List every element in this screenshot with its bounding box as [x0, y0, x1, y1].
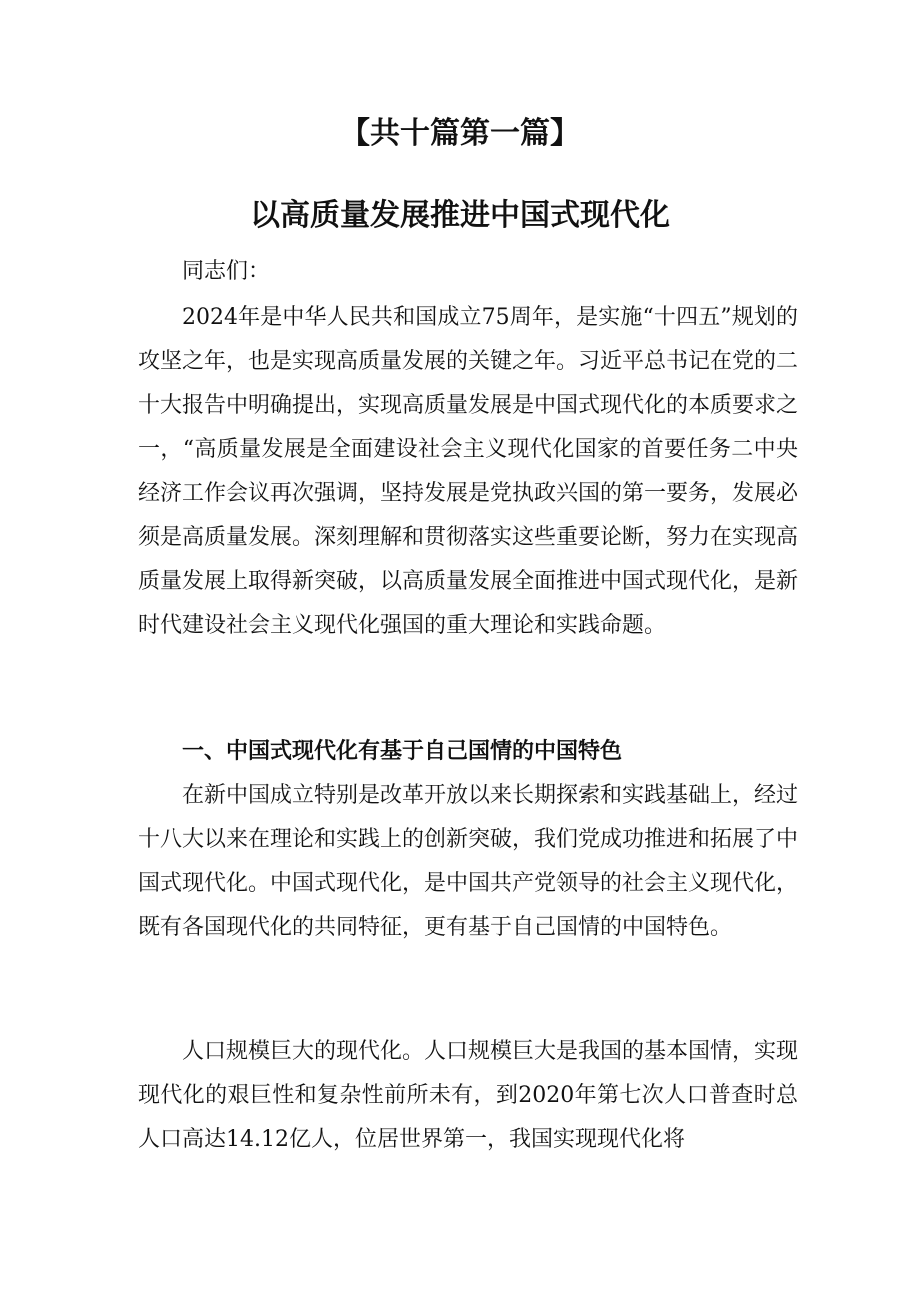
paragraph-population: 人口规模巨大的现代化。人口规模巨大是我国的基本国情，实现现代化的艰巨性和复杂性前所未有，到2020年第七次人口普查时总人口高达14.12亿人，位居世界第一，我国实现现代化将 — [138, 1039, 799, 1152]
greeting: 同志们： — [182, 259, 271, 284]
section-heading-1: 一、中国式现代化有基于自己国情的中国特色 — [182, 739, 623, 764]
paragraph-section-1: 在新中国成立特别是改革开放以来长期探索和实践基础上，经过十八大以来在理论和实践上的创新突破，我们党成功推进和拓展了中国式现代化。中国式现代化，是中国共产党领导的社会主义现代化，既有各国现代化的共同特征，更有基于自己国情的中国特色。 — [138, 783, 799, 940]
document-title: 以高质量发展推进中国式现代化 — [250, 198, 670, 233]
series-heading: 【共十篇第一篇】 — [340, 116, 580, 151]
paragraph-intro: 2024年是中华人民共和国成立75周年，是实施“十四五”规划的攻坚之年，也是实现高质量发展的关键之年。习近平总书记在党的二十大报告中明确提出，实现高质量发展是中国式现代化的本质要求之一，“高质量发展是全面建设社会主义现代化国家的首要任务二中央经济工作会议再次强调，坚持发展是党执政兴国的第一要务，发展必须是高质量发展。深刻理解和贯彻落实这些重要论断，努力在实现高质量发展上取得新突破，以高质量发展全面推进中国式现代化，是新时代建设社会主义现代化强国的重大理论和实践命题。 — [138, 305, 799, 638]
